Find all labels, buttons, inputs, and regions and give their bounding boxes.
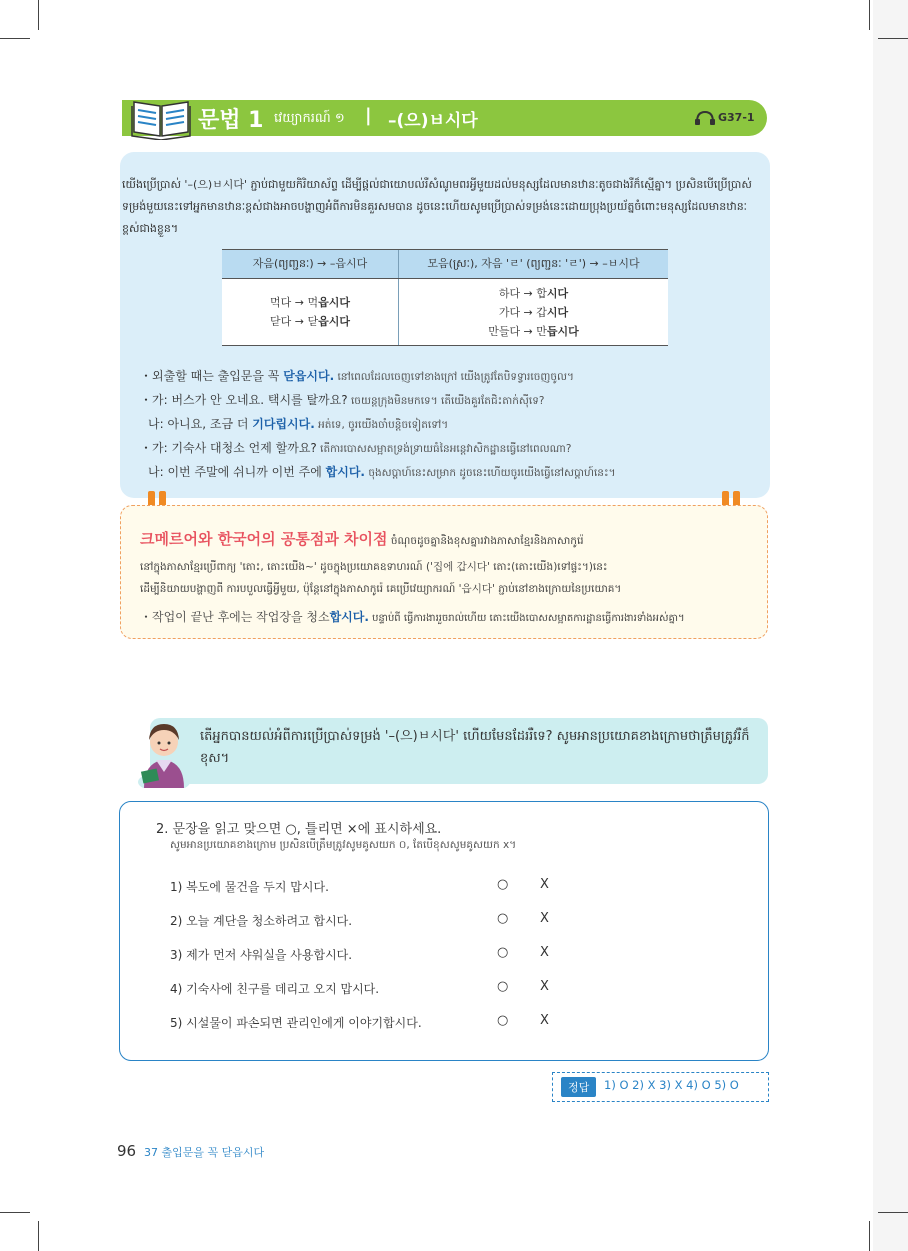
crop-mark: [0, 1212, 30, 1213]
option-x[interactable]: X: [540, 877, 549, 892]
option-x[interactable]: X: [540, 945, 549, 960]
table-header-consonant: 자음(ព្យញ្ជនៈ) → –읍시다: [222, 250, 399, 279]
table-example-row: 가다 → 갑시다: [498, 305, 569, 319]
section-subtitle: វេយ្យាករណ៍ ១: [274, 111, 345, 126]
answer-key: 1) O 2) X 3) X 4) O 5) O: [604, 1078, 739, 1092]
table-example-row: 만들다 → 만듭시다: [488, 324, 579, 338]
grammar-pattern: –(으)ㅂ시다: [388, 111, 478, 131]
table-cell-vowel-examples: [399, 279, 669, 346]
compare-title: 크메르어와 한국어의 공통점과 차이점 ចំណុចដូចគ្នានិងខុសគ្នារវាងភាសាខ្មែរនិងភាសាកូរ៉េ: [140, 530, 584, 548]
exercise-item: 3) 제가 먼저 샤워실을 사용합시다.: [170, 948, 353, 962]
table-example-row: 하다 → 합시다: [498, 286, 569, 300]
exercise-item: 5) 시설물이 파손되면 관리인에게 이야기합시다.: [170, 1016, 422, 1030]
crop-mark: [878, 38, 908, 39]
exercise-title: 2. 문장을 읽고 맞으면 ○, 틀리면 ×에 표시하세요.: [156, 822, 442, 837]
table-example-row: 먹다 → 먹읍시다: [270, 296, 350, 309]
exercise-subtitle: សូមអានប្រយោគខាងក្រោម ប្រសិនបើត្រឹមត្រូវសូមគូសយក ០, តែបើខុសសូមគូសយក x។: [170, 839, 517, 851]
option-o[interactable]: ○: [497, 945, 509, 960]
crop-mark: [38, 0, 39, 30]
book-icon: [130, 94, 192, 140]
grammar-intro-text: យើងប្រើប្រាស់ '–(으)ㅂ시다' ភ្ជាប់ជាមួយកិរិយាស័ព្ទ ដើម្បីផ្ដល់ជាយោបល់រឺសំណូមពរអ្វីមួយដល់មនុស្សដែលមានឋានៈតូចជាងរឺក៏ស្មើគ្នា។ ប្រសិនបើប្រើប្រាស់ទម្រង់មួយនេះទៅអ្នកមានឋានៈខ្ពស់ជាងអាចបង្ហាញអំពីការមិនគួរសមបាន ដូចនេះហើយសូមប្រើប្រាស់ទម្រង់នេះដោយប្រុងប្រយ័ត្នចំពោះមនុស្សដែលមានឋានៈខ្ពស់ជាងខ្លួន។: [122, 178, 752, 235]
crop-mark: [869, 0, 870, 30]
section-title: 문법 1: [198, 108, 264, 133]
option-o[interactable]: ○: [497, 1013, 509, 1028]
conjugation-table: [222, 249, 668, 346]
header-separator: |: [365, 105, 372, 126]
headphones-icon[interactable]: [694, 110, 716, 126]
compare-text-line: ដើម្បីនិយាយបង្ហាញពី ការបបួលធ្វើអ្វីមួយ, ប៉ុន្តែនៅក្នុងភាសាកូរ៉េ គេប្រើវេយ្យាករណ៍ '읍시다' ភ្ជាប់នៅខាងក្រោយនៃប្រយោគ។: [140, 583, 622, 595]
page-edge-strip: [873, 0, 908, 1251]
compare-example: ・작업이 끝난 후에는 작업장을 청소합시다. បន្ទាប់ពី ធ្វើការងាររួចរាល់ហើយ តោះយើងបោសសម្អាតការដ្ឋានធ្វើការងារទាំងអស់គ្នា។: [140, 610, 685, 624]
example-sentence: 나: 이번 주말에 쉬니까 이번 주에 합시다. ចុងសប្ដាហ៍នេះសម្រាក ដូចនេះហើយចូរយើងធ្វើនៅសប្ដាហ៍នេះ។: [148, 465, 616, 479]
crop-mark: [0, 38, 30, 39]
table-header-vowel: 모음(ស្រៈ), 자음 'ㄹ' (ព្យញ្ជនៈ 'ㄹ') → –ㅂ시다: [399, 250, 669, 279]
page-number: 96: [117, 1142, 137, 1160]
crop-mark: [878, 1212, 908, 1213]
option-x[interactable]: X: [540, 911, 549, 926]
example-sentence: 나: 아니요, 조금 더 기다립시다. អត់ទេ, ចូរយើងចាំបន្តិចទៀតទៅ។: [148, 417, 449, 431]
crop-mark: [869, 1221, 870, 1251]
example-sentence: ・외출할 때는 출입문을 꼭 닫읍시다. នៅពេលដែលចេញទៅខាងក្រៅ យើងត្រូវតែបិទទ្វារចេញចូល។: [140, 369, 574, 383]
option-o[interactable]: ○: [497, 877, 509, 892]
example-sentence: ・가: 버스가 안 오네요. 택시를 탈까요? ចេយន្តក្រុងមិនមកទេ។ តើយើងគួរតែជិះតាក់ស៊ីទេ?: [140, 393, 545, 407]
example-sentence: ・가: 기숙사 대청소 언제 할까요? តើការបោសសម្អាតទ្រង់ទ្រាយធំនៃអន្តេវាសិកដ្ឋានធ្វើនៅពេលណា?: [140, 441, 572, 455]
option-x[interactable]: X: [540, 979, 549, 994]
crop-mark: [38, 1221, 39, 1251]
exercise-item: 1) 복도에 물건을 두지 맙시다.: [170, 880, 329, 894]
teacher-avatar: [136, 712, 192, 788]
question-text: តើអ្នកបានយល់អំពីការប្រើប្រាស់ទម្រង់ '–(으)ㅂ시다' ហើយមែនដែររឺទេ? សូមអានប្រយោគខាងក្រោមថាត្រឹមត្រូវរឺក៏ខុស។: [200, 729, 750, 766]
exercise-item: 2) 오늘 계단을 청소하려고 합시다.: [170, 914, 353, 928]
option-x[interactable]: X: [540, 1013, 549, 1028]
table-cell-consonant-examples: [222, 279, 399, 346]
audio-track-code[interactable]: G37-1: [718, 111, 755, 124]
compare-text-line: នៅក្នុងភាសាខ្មែរប្រើពាក្យ 'តោះ, តោះយើង~' ដូចក្នុងប្រយោគឧទាហរណ៍ ('집에 갑시다' តោះ(តោះយើង)ទៅផ្ទះ។)នេះ: [140, 561, 608, 573]
answer-label: 정답: [561, 1077, 596, 1097]
option-o[interactable]: ○: [497, 911, 509, 926]
exercise-item: 4) 기숙사에 친구를 데리고 오지 맙시다.: [170, 982, 380, 996]
table-example-row: 닫다 → 닫읍시다: [270, 315, 350, 328]
option-o[interactable]: ○: [497, 979, 509, 994]
chapter-title: 37 출입문을 꼭 닫읍시다: [144, 1146, 265, 1159]
